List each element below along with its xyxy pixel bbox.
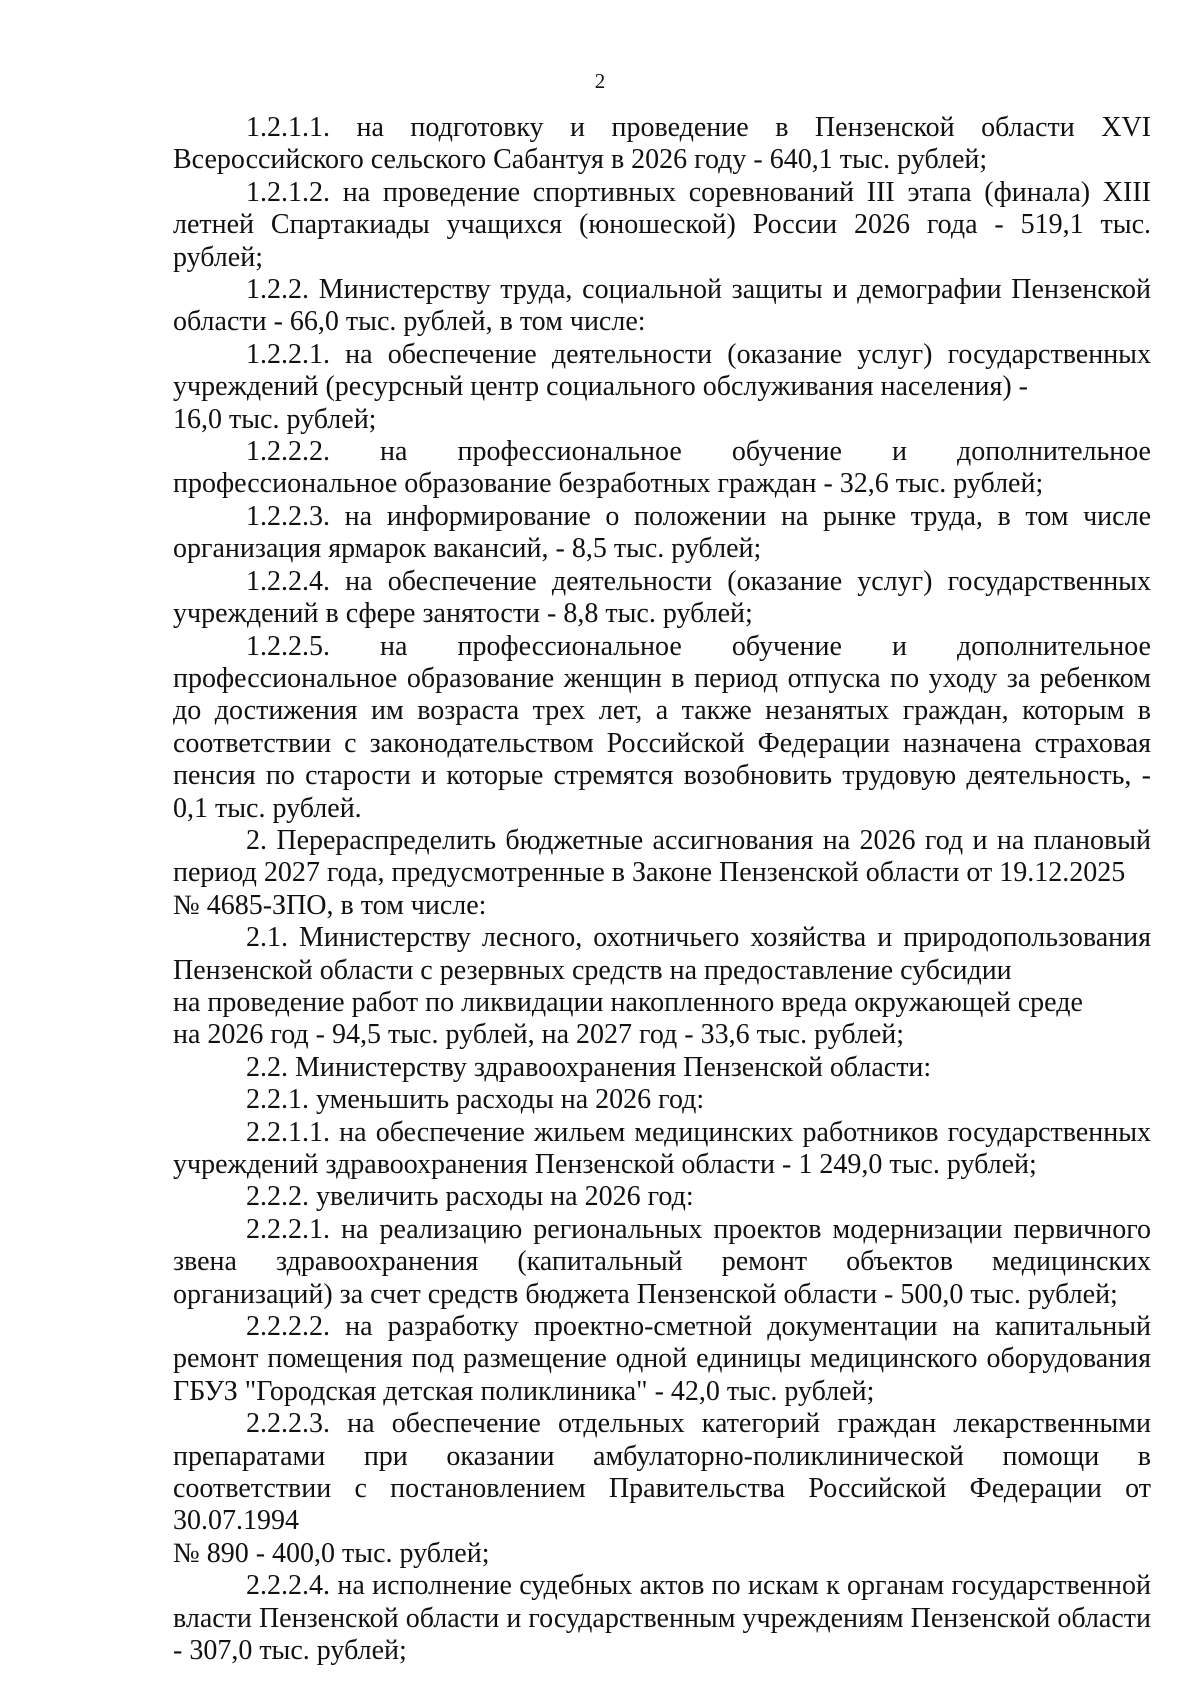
paragraph-2-2-2-2: 2.2.2.2. на разработку проектно-сметной документации на капитальный ремонт помещения под размещение одной единицы медицинского оборудования ГБУЗ "Городская детская поликлиника" - 42,0 тыс. рублей; xyxy=(173,1311,1151,1407)
paragraph-1-2-2: 1.2.2. Министерству труда, социальной защиты и демографии Пензенской области - 66,0 тыс. рублей, в том числе: xyxy=(173,274,1151,338)
paragraph-1-2-1-1: 1.2.1.1. на подготовку и проведение в Пензенской области XVI Всероссийского сельского Сабантуя в 2026 году - 640,1 тыс. рублей; xyxy=(173,112,1151,176)
paragraph-2-2-2-1: 2.2.2.1. на реализацию региональных проектов модернизации первичного звена здравоохранения (капитальный ремонт объектов медицинских организаций) за счет средств бюджета Пензенской области - 500,0 тыс. рублей; xyxy=(173,1213,1151,1310)
paragraph-1-2-2-3: 1.2.2.3. на информирование о положении на рынке труда, в том числе организация ярмарок вакансий, - 8,5 тыс. рублей; xyxy=(173,500,1151,565)
paragraph-2-2-2: 2.2.2. увеличить расходы на 2026 год: xyxy=(246,1181,694,1213)
paragraph-2-2-1-1: 2.2.1.1. на обеспечение жильем медицинских работников государственных учреждений здравоохранения Пензенской области - 1 249,0 тыс. рублей; xyxy=(173,1116,1151,1180)
paragraph-2-2-2-3: 2.2.2.3. на обеспечение отдельных категорий граждан лекарственными препаратами при оказании амбулаторно-поликлинической помощи в соответствии с постановлением Правительства Российской Федерации от 30.07.1994 № 890 - 400,0 тыс. рублей; xyxy=(173,1408,1151,1569)
page-number: 2 xyxy=(594,69,606,93)
paragraph-2-2: 2.2. Министерству здравоохранения Пензенской области: xyxy=(246,1051,932,1083)
paragraph-1-2-2-4: 1.2.2.4. на обеспечение деятельности (оказание услуг) государственных учреждений в сфере занятости - 8,8 тыс. рублей; xyxy=(173,565,1151,630)
paragraph-1-2-1-2: 1.2.1.2. на проведение спортивных соревнований III этапа (финала) XIII летней Спартакиады учащихся (юношеской) России 2026 года - 519,1 тыс. рублей; xyxy=(173,176,1151,273)
paragraph-2-1: 2.1. Министерству лесного, охотничьего хозяйства и природопользования Пензенской области с резервных средств на предоставление субсидии на проведение работ по ликвидации накопленного вреда окружающей среде на 2026 год - 94,5 тыс. рублей, на 2027 год - 33,6 тыс. рублей; xyxy=(173,922,1151,1051)
paragraph-1-2-2-5: 1.2.2.5. на профессиональное обучение и дополнительное профессиональное образование женщин в период отпуска по уходу за ребенком до достижения им возраста трех лет, а также незанятых граждан, которым в соответствии с законодательством Российской Федерации назначена страховая пенсия по старости и которые стремятся возобновить трудовую деятельность, - 0,1 тыс. рублей. xyxy=(173,630,1151,824)
paragraph-1-2-2-1: 1.2.2.1. на обеспечение деятельности (оказание услуг) государственных учреждений (ресурсный центр социального обслуживания населения) - 16,0 тыс. рублей; xyxy=(173,338,1151,435)
paragraph-2-2-1: 2.2.1. уменьшить расходы на 2026 год: xyxy=(246,1084,705,1116)
document-body xyxy=(173,112,1151,1668)
paragraph-2-2-2-4: 2.2.2.4. на исполнение судебных актов по искам к органам государственной власти Пензенской области и государственным учреждениям Пензенской области - 307,0 тыс. рублей; xyxy=(173,1570,1151,1667)
paragraph-1-2-2-2: 1.2.2.2. на профессиональное обучение и дополнительное профессиональное образование безработных граждан - 32,6 тыс. рублей; xyxy=(173,436,1151,500)
paragraph-2: 2. Перераспределить бюджетные ассигнования на 2026 год и на плановый период 2027 года, предусмотренные в Законе Пензенской области от 19.12.2025 № 4685-ЗПО, в том числе: xyxy=(173,824,1151,921)
